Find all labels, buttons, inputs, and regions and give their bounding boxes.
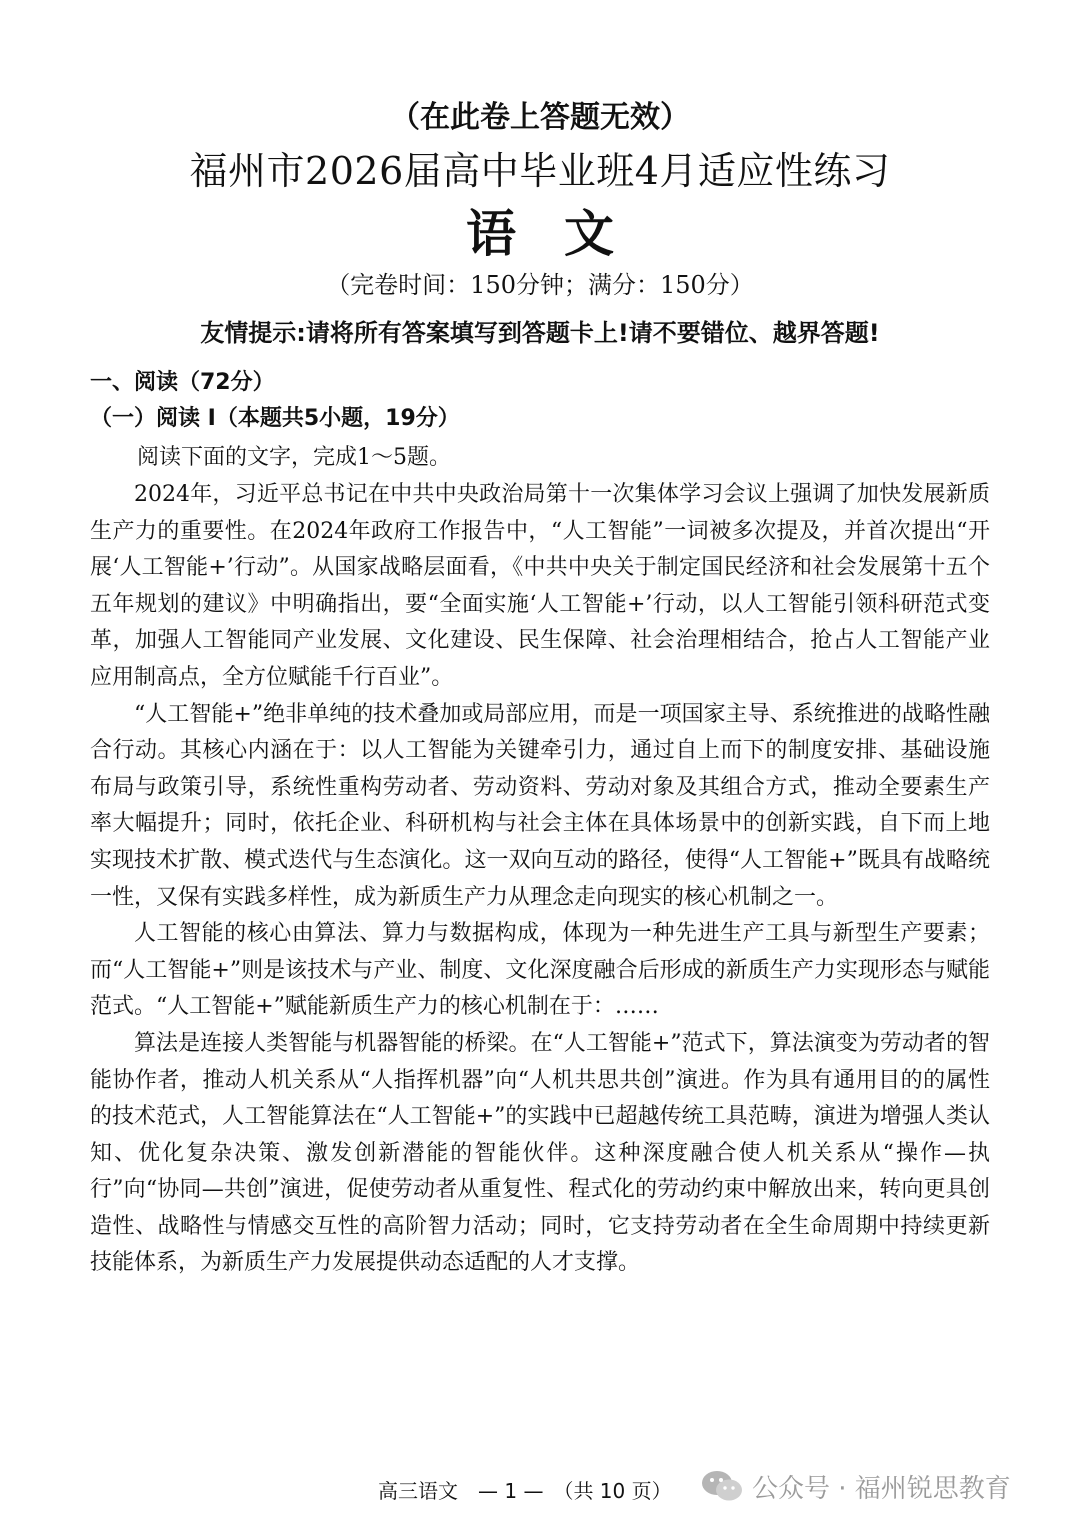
page-footer: 高三语文 — 1 — （共 10 页）: [378, 1479, 672, 1503]
friendly-reminder: 友情提示:请将所有答案填写到答题卡上!请不要错位、越界答题!: [200, 319, 880, 347]
reading-instruction: 阅读下面的文字，完成1～5题。: [137, 445, 451, 470]
reading-passage: [90, 477, 990, 1282]
paragraph: 算法是连接人类智能与机器智能的桥梁。在“人工智能+”范式下，算法演变为劳动者的智能协作者，推动人机关系从“人指挥机器”向“人机共思共创”演进。作为具有通用目的的属性的技术范式，人工智能算法在“人工智能+”的实践中已超越传统工具范畴，演进为增强人类认知、优化复杂决策、激发创新潜能的智能伙伴。这种深度融合使人机关系从“操作—执行”向“协同—共创”演进，促使劳动者从重复性、程式化的劳动约束中解放出来，转向更具创造性、战略性与情感交互性的高阶智力活动；同时，它支持劳动者在全生命周期中持续更新技能体系，为新质生产力发展提供动态适配的人才支撑。: [90, 1030, 990, 1276]
subsection-heading: （一）阅读 I（本题共5小题，19分）: [90, 406, 460, 431]
paragraph: 2024年，习近平总书记在中共中央政治局第十一次集体学习会议上强调了加快发展新质生产力的重要性。在2024年政府工作报告中，“人工智能”一词被多次提及，并首次提出“开展‘人工智能+’行动”。从国家战略层面看，《中共中央关于制定国民经济和社会发展第十五个五年规划的建议》中明确指出，要“全面实施‘人工智能+’行动，以人工智能引领科研范式变革，加强人工智能同产业发展、文化建设、民生保障、社会治理相结合，抢占人工智能产业应用制高点，全方位赋能千行百业”。: [90, 482, 990, 690]
wechat-icon: [700, 1469, 744, 1503]
exam-title: 福州市2026届高中毕业班4月适应性练习: [189, 149, 891, 193]
paragraph: “人工智能+”绝非单纯的技术叠加或局部应用，而是一项国家主导、系统推进的战略性融合行动。其核心内涵在于：以人工智能为关键牵引力，通过自上而下的制度安排、基础设施布局与政策引导，系统性重构劳动者、劳动资料、劳动对象及其组合方式，推动全要素生产率大幅提升；同时，依托企业、科研机构与社会主体在具体场景中的创新实践，自下而上地实现技术扩散、模式迭代与生态演化。这一双向互动的路径，使得“人工智能+”既具有战略统一性，又保有实践多样性，成为新质生产力从理念走向现实的核心机制之一。: [90, 701, 990, 910]
watermark-text: 公众号 · 福州锐思教育: [752, 1473, 1011, 1504]
exam-time-info: （完卷时间：150分钟；满分：150分）: [326, 271, 754, 299]
paragraph: 人工智能的核心由算法、算力与数据构成，体现为一种先进生产工具与新型生产要素；而“人工智能+”则是该技术与产业、制度、文化深度融合后形成的新质生产力实现形态与赋能范式。“人工智能+”赋能新质生产力的核心机制在于：……: [90, 921, 990, 1020]
section-heading: 一、阅读（72分）: [90, 370, 275, 395]
invalid-answer-notice: （在此卷上答题无效）: [390, 100, 690, 135]
watermark: [700, 1466, 1011, 1506]
subject-title: 语文: [466, 204, 662, 263]
